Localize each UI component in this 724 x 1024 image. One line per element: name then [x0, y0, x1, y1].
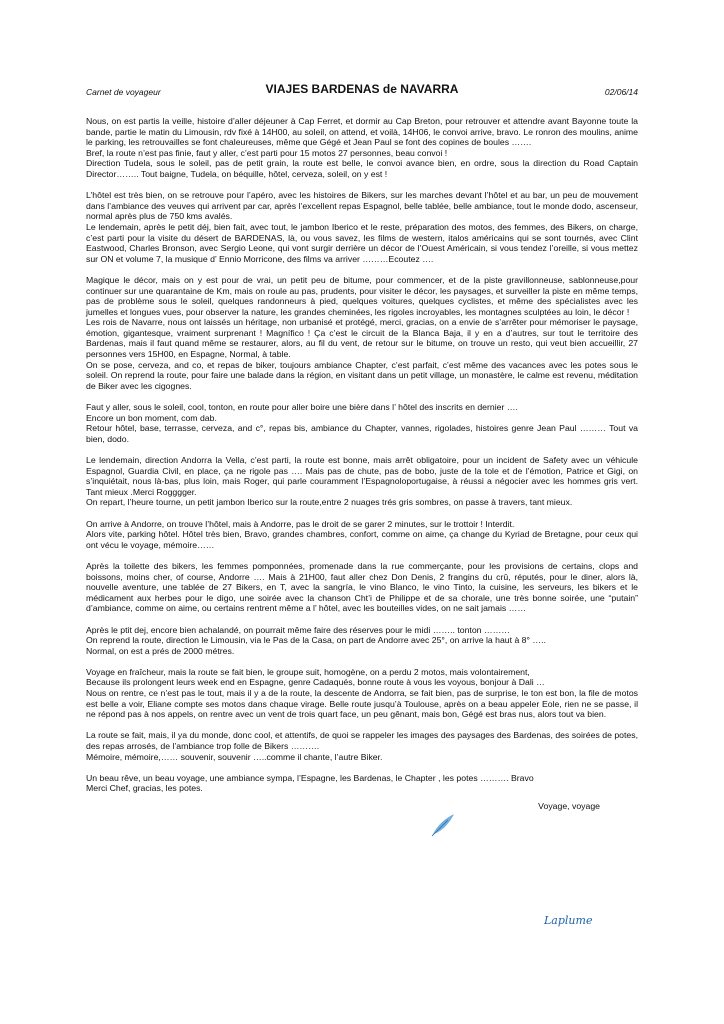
paragraph-line: Le lendemain, direction Andorra la Vella, c’est parti, la route est bonne, mais arrêt obligatoire, pour un incident de Safety avec un véhicule Espagnol, Guardia Civil, en place, ça ne rigole pas …. Mais pas de chute, pas de bobo, juste de la tole et de l’émotion, Patrice et Gigi, on s’inquiétait, nous là-bas, plus loin, mais Roger, qui parle couramment l’Espagnoloportugaise, à réussi a négocier avec les hommes gris vert. Tant mieux .Merci Rogggger. — [86, 455, 638, 497]
paragraph — [86, 275, 638, 392]
paragraph-line: La route se fait, mais, il ya du monde, donc cool, et attentifs, de quoi se rappeler les images des paysages des Bardenas, des soirées de potes, des repas arrosés, de l’ambiance trop folle de Bikers ………. — [86, 730, 638, 752]
quill-icon — [428, 812, 458, 838]
paragraph — [86, 773, 638, 794]
paragraph-line: Encore un bon moment, com dab. — [86, 412, 217, 423]
paragraph-line: Direction Tudela, sous le soleil, pas de petit grain, la route est belle, le convoi avance bien, en ordre, sous la direction du Road Captain Director…….. Tout baigne, Tudela, on béquille, hôtel, cerveza, soleil, on y est ! — [86, 158, 638, 179]
paragraph — [86, 561, 638, 614]
paragraph-line: Le lendemain, après le petit déj, bien fait, avec tout, le jambon Iberico et le reste, préparation des motos, des femmes, des Bikers, on charge, c’est parti pour la visite du désert de BARDENAS, là, ou vous savez, les films de western, italos américains qui se sont tournés, avec Clint Eastwood, Charles Bronson, avec Sergio Leone, qui vont surgir derrière un décor de l’Ouest Américain, si vous tendez l’oreille, si vous mettez sur ON et volume 7, la musique d’ Ennio Morricone, des films va arriver ………Ecoutez …. — [86, 221, 638, 264]
paragraph-line: Un beau rêve, un beau voyage, une ambiance sympa, l’Espagne, les Bardenas, le Chapter , les potes ………. Bravo — [86, 772, 534, 783]
document-header — [86, 84, 638, 98]
paragraph-line: Après la toilette des bikers, les femmes pomponnées, promenade dans la rue commerçante, pour les provisions de certains, clops and boissons, moins cher, of course, Andorre …. Mais à 21H00, faut aller chez Don Denis, 2 frangins du crû, réputés, pour le diner, alors là, nouvelle aventure, une tablée de 27 Bikers, en T, avec la sangría, le vino Blanco, le vino Tinto, la cuisine, les serveurs, les bikers et le médicament aux herbes pour le digo, une soirée avec la chanson Cht’i de Philippe et de sa chorale, une très bonne soirée, une “putain” d’ambiance, comme on aime, ou certains rentrent même a l’ hôtel, avec les bouteilles vides, on ne sait jamais …… — [86, 560, 638, 614]
paragraph — [86, 730, 638, 762]
paragraph-line: Après le ptit dej, encore bien achalandé, on pourrait même faire des réserves pour le midi …….. tonton ……… — [86, 624, 510, 635]
closing-line: Voyage, voyage — [538, 800, 600, 811]
paragraph — [86, 116, 638, 180]
paragraph-line: Les rois de Navarre, nous ont laissés un héritage, non urbanisé et protégé, merci, gracias, on a envie de s’arrêter pour mémoriser le paysage, émotion, gigantesque, vraiment surprenant ! Magnífico ! Ça c’est le circuit de la Blanca Baja, il y en a d’autres, sur tout le territoire des Bardenas, mais il faut quand même se restaurer, alors, au fil du vent, de retour sur le bitume, on trouve un resto, qui veut bien accueillir, 27 personnes vers 15H00, en Espagne, Normal, à table. — [86, 317, 638, 360]
paragraph — [86, 625, 638, 657]
paragraph-line: Alors vite, parking hôtel. Hôtel très bien, Bravo, grandes chambres, confort, comme on aime, ça change du Kyriad de Bretagne, pour ceux qui ont vécu le voyage, mémoire…… — [86, 529, 638, 550]
paragraph-line: Nous, on est partis la veille, histoire d’aller déjeuner à Cap Ferret, et dormir au Cap Breton, pour retrouver et attendre avant Bayonne toute la bande, partie le matin du Limousin, rdv fixé à 14H00, au soleil, on attend, et voilà, 14H06, le convoi arrive, bravo. Le ronron des moulins, anime le parking, les retrouvailles se font chaleureuses, même que Gégé et Jean Paul se font des copines de boules ……. — [86, 116, 638, 148]
document-date: 02/06/14 — [604, 87, 638, 97]
paragraph — [86, 455, 638, 508]
paragraph-line: Retour hôtel, base, terrasse, cerveza, and c°, repas bis, ambiance du Chapter, vannes, rigolades, histoires genre Jean Paul ……… Tout va bien, dodo. — [86, 423, 638, 444]
paragraph-line: Because ils prolongent leurs week end en Espagne, genre Cadaqués, bonne route à vous les voyous, bonjour à Dali … — [86, 677, 545, 688]
paragraph-line: L’hôtel est très bien, on se retrouve pour l’apéro, avec les histoires de Bikers, sur les marches devant l’hôtel et au bar, un peu de mouvement dans l’ambiance des veuves qui arrivent par car, après l’excellent repas Espagnol, belle tablée, belle ambiance, tout le monde dodo, ascenseur, normal après plus de 750 kms avalés. — [86, 190, 638, 222]
paragraph-line: Merci Chef, gracias, les potes. — [86, 783, 203, 794]
paragraph-line: On se pose, cerveza, and co, et repas de biker, toujours ambiance Chapter, c’est parfait, c’est même des vacances avec les potes sous le soleil. On reprend la route, pour faire une balade dans la région, en visitant dans un petit village, un monastère, le calme est revenu, méditation de Biker avec les cigognes. — [86, 359, 638, 391]
paragraph-line: Mémoire, mémoire,…… souvenir, souvenir …..comme il chante, l’autre Biker. — [86, 751, 383, 762]
paragraph — [86, 402, 638, 444]
paragraph — [86, 190, 638, 264]
paragraph-line: Magique le décor, mais on y est pour de vrai, un petit peu de bitume, pour commencer, et de la piste gravillonneuse, sablonneuse,pour continuer sur une quarantaine de Km, mais on roule au pas, prudents, pour visiter le décor, les paysages, et surveiller la piste en même temps, pas de problème sous le soleil, quelques randonneurs à pied, quelques voitures, quelques cyclistes, et même des spécialistes avec les jumelles et longues vues, pour observer la nature, les grandes cheminées, les rigoles incroyables, les montagnes sculptées au loin, le décor ! — [86, 274, 638, 317]
paragraph-line: On arrive à Andorre, on trouve l’hôtel, mais à Andorre, pas le droit de se garer 2 minutes, sur le trottoir ! Interdit. — [86, 518, 515, 529]
paragraph-line: Voyage en fraîcheur, mais la route se fait bien, le groupe suit, homogène, on a perdu 2 motos, mais volontairement, — [86, 666, 530, 677]
signature: Laplume — [544, 914, 593, 927]
paragraph-line: Faut y aller, sous le soleil, cool, tonton, en route pour aller boire une bière dans l’ hôtel des inscrits en dernier …. — [86, 402, 518, 413]
document-title: VIAJES BARDENAS de NAVARRA — [265, 82, 459, 96]
document-page — [86, 84, 638, 811]
notebook-label: Carnet de voyageur — [86, 87, 161, 97]
paragraph-line: On repart, l’heure tourne, un petit jambon Iberico sur la route,entre 2 nuages trés gris sombres, on passe à travers, tant mieux. — [86, 497, 573, 508]
paragraph-line: On reprend la route, direction le Limousin, via le Pas de la Casa, on part de Andorre avec 25°, on arrive la haut à 8° ….. — [86, 635, 546, 646]
paragraph-line: Nous on rentre, ce n’est pas le tout, mais il y a de la route, la descente de Andorra, se fait bien, pas de surprise, le ton est bon, la file de motos est belle a voir, Eliane compte ses motos dans chaque virage. Belle route jusqu’à Toulouse, après on a beau appeler Eole, rien ne se passe, il ne répond pas à nos appels, on rentre avec un vent de trois quart face, un peu gênant, mais bon, Gégé est bras nus, alors tout va bien. — [86, 688, 638, 720]
paragraph-line: Bref, la route n’est pas finie, faut y aller, c’est parti pour 15 motos 27 personnes, beau convoi ! — [86, 147, 448, 158]
document-body — [86, 116, 638, 794]
paragraph — [86, 519, 638, 551]
paragraph — [86, 667, 638, 720]
paragraph-line: Normal, on est a prés de 2000 métres. — [86, 645, 235, 656]
